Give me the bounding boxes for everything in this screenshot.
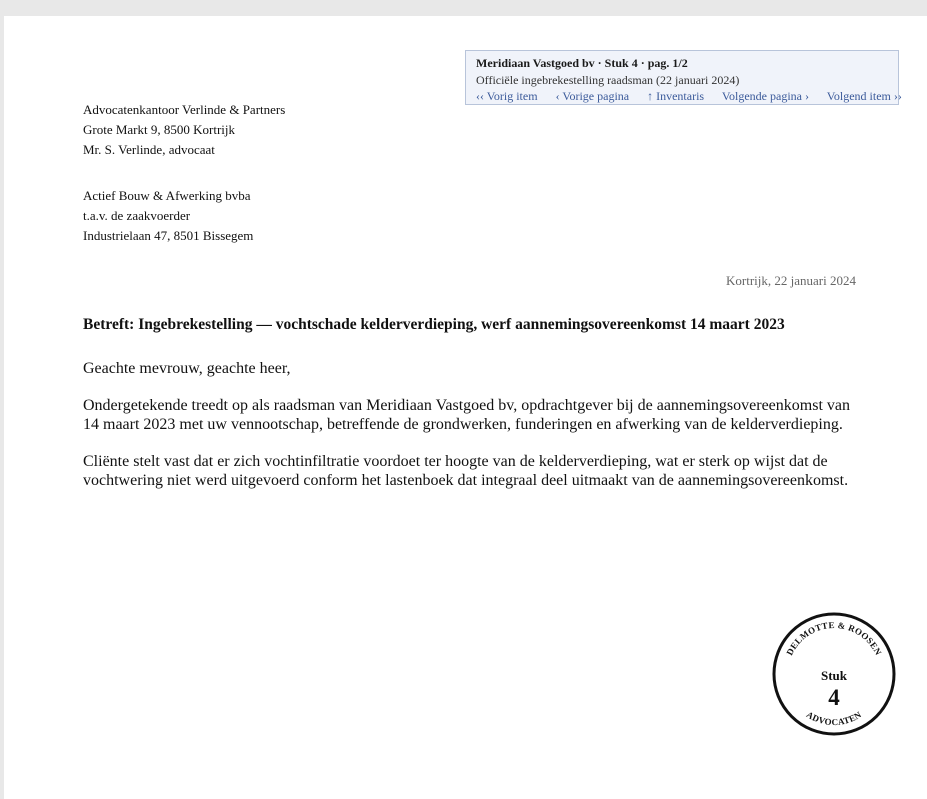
paragraph-1: Ondergetekende treedt op als raadsman van Meridiaan Vastgoed bv, opdrachtgever bij de aannemingsovereenkomst van 14 maart 2023 met uw vennootschap, betreffende de grondwerken, funderingen en afwerking van de kelderverdieping. xyxy=(83,397,850,433)
paragraph-2: Cliënte stelt vast dat er zich vochtinfiltratie voordoet ter hoogte van de kelderverdieping, wat er sterk op wijst dat de vochtwering niet werd uitgevoerd conform het lastenboek dat integraal deel uitmaakt van de aannemingsovereenkomst. xyxy=(83,453,849,489)
recipient-company: Actief Bouw & Afwerking bvba xyxy=(83,188,251,203)
recipient-attention: t.a.v. de zaakvoerder xyxy=(83,208,191,223)
previous-item-link[interactable]: ‹‹ Vorig item xyxy=(476,89,538,103)
next-page-link[interactable]: Volgende pagina › xyxy=(721,89,809,103)
next-item-link[interactable]: Volgend item ›› xyxy=(826,89,902,103)
document-page xyxy=(4,16,927,799)
nav-subtitle: Officiële ingebrekestelling raadsman (22 januari 2024) xyxy=(476,72,740,87)
stamp-label: Stuk xyxy=(820,668,848,683)
nav-links xyxy=(476,88,902,105)
sender-firm: Advocatenkantoor Verlinde & Partners xyxy=(83,102,286,117)
recipient-address xyxy=(83,186,253,246)
stamp-top-text: DELMOTTE & ROOSEN xyxy=(784,619,884,657)
document-navigation-box xyxy=(465,50,902,105)
stamp-number: 4 xyxy=(828,685,840,710)
letter-body xyxy=(83,359,863,508)
letter-subject: Betreft: Ingebrekestelling — vochtschade kelderverdieping, werf aannemingsovereenkomst 14 maart 2023 xyxy=(83,316,785,333)
sender-lawyer: Mr. S. Verlinde, advocaat xyxy=(83,142,215,157)
nav-title: Meridiaan Vastgoed bv · Stuk 4 · pag. 1/2 xyxy=(476,56,688,70)
previous-page-link[interactable]: ‹ Vorige pagina xyxy=(555,89,630,103)
law-firm-stamp xyxy=(771,611,897,737)
salutation: Geachte mevrouw, geachte heer, xyxy=(83,360,291,377)
letter-date: Kortrijk, 22 januari 2024 xyxy=(726,273,856,288)
sender-address xyxy=(83,100,285,160)
recipient-street: Industrielaan 47, 8501 Bissegem xyxy=(83,228,254,243)
sender-street: Grote Markt 9, 8500 Kortrijk xyxy=(83,122,236,137)
stamp-bottom-text: ADVOCATEN xyxy=(804,709,864,728)
inventory-link[interactable]: ↑ Inventaris xyxy=(647,89,705,103)
